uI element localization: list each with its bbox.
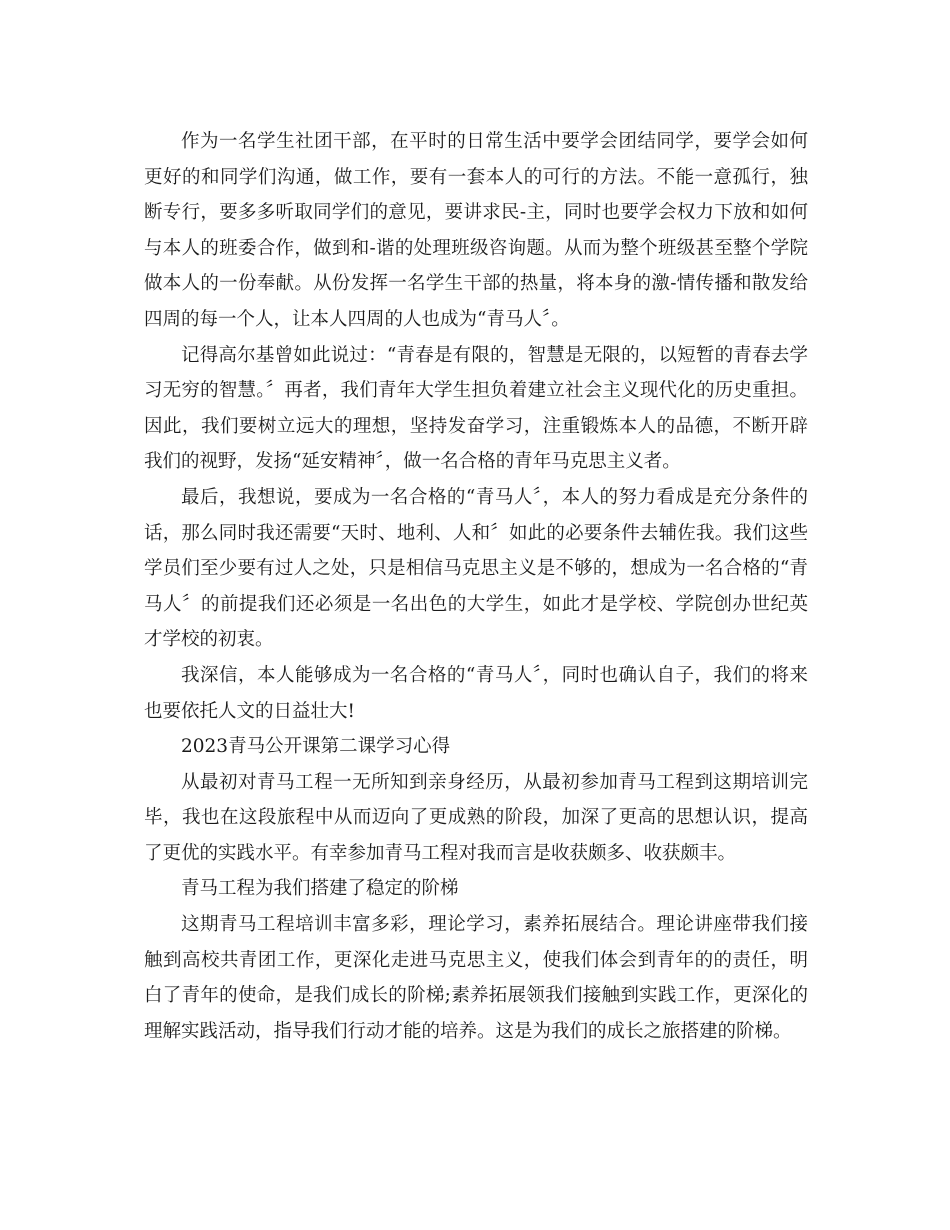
section-subheading: 青马工程为我们搭建了稳定的阶梯 [181,878,459,900]
section-title: 2023青马公开课第二课学习心得 [181,736,451,758]
paragraph-training: 这期青马工程培训丰富多彩，理论学习，素养拓展结合。理论讲座带我们接触到高校共青团工作，更深化走进马克思主义，使我们体会到青年的的责任，明白了青年的使命，是我们成长的阶梯;素养拓展领我们接触到实践工作，更深化的理解实践活动，指导我们行动才能的培养。这是为我们的成长之旅搭建的阶梯。 [144,914,808,1042]
document-body [144,124,808,1049]
paragraph-conclusion: 我深信，本人能够成为一名合格的“青马人〞，同时也确认自子，我们的将来也要依托人文的日益壮大! [144,664,808,722]
paragraph-experience: 从最初对青马工程一无所知到亲身经历，从最初参加青马工程到这期培训完毕，我也在这段旅程中从而迈向了更成熟的阶段，加深了更高的思想认识，提高了更优的实践水平。有幸参加青马工程对我而言是收获颇多、收获颇丰。 [144,771,808,864]
paragraph-conditions: 最后，我想说，要成为一名合格的“青马人〞，本人的努力看成是充分条件的话，那么同时我还需要“天时、地利、人和〞如此的必要条件去辅佐我。我们这些学员们至少要有过人之处，只是相信马克思主义是不够的，想成为一名合格的“青马人〞的前提我们还必须是一名出色的大学生，如此才是学校、学院创办世纪英才学校的初衷。 [144,486,808,651]
paragraph-gorky-quote: 记得高尔基曾如此说过：“青春是有限的，智慧是无限的，以短暂的青春去学习无穷的智慧。〞再者，我们青年大学生担负着建立社会主义现代化的历史重担。因此，我们要树立远大的理想，坚持发奋学习，注重锻炼本人的品德，不断开辟我们的视野，发扬“延安精神〞，做一名合格的青年马克思主义者。 [144,344,808,473]
paragraph-student-leader: 作为一名学生社团干部，在平时的日常生活中要学会团结同学，要学会如何更好的和同学们沟通，做工作，要有一套本人的可行的方法。不能一意孤行，独断专行，要多多听取同学们的意见，要讲求民-主，同时也要学会权力下放和如何与本人的班委合作，做到和-谐的处理班级咨询题。从而为整个班级甚至整个学院做本人的一份奉献。从份发挥一名学生干部的热量，将本身的激-情传播和散发给四周的每一个人，让本人四周的人也成为“青马人〞。 [144,131,808,330]
